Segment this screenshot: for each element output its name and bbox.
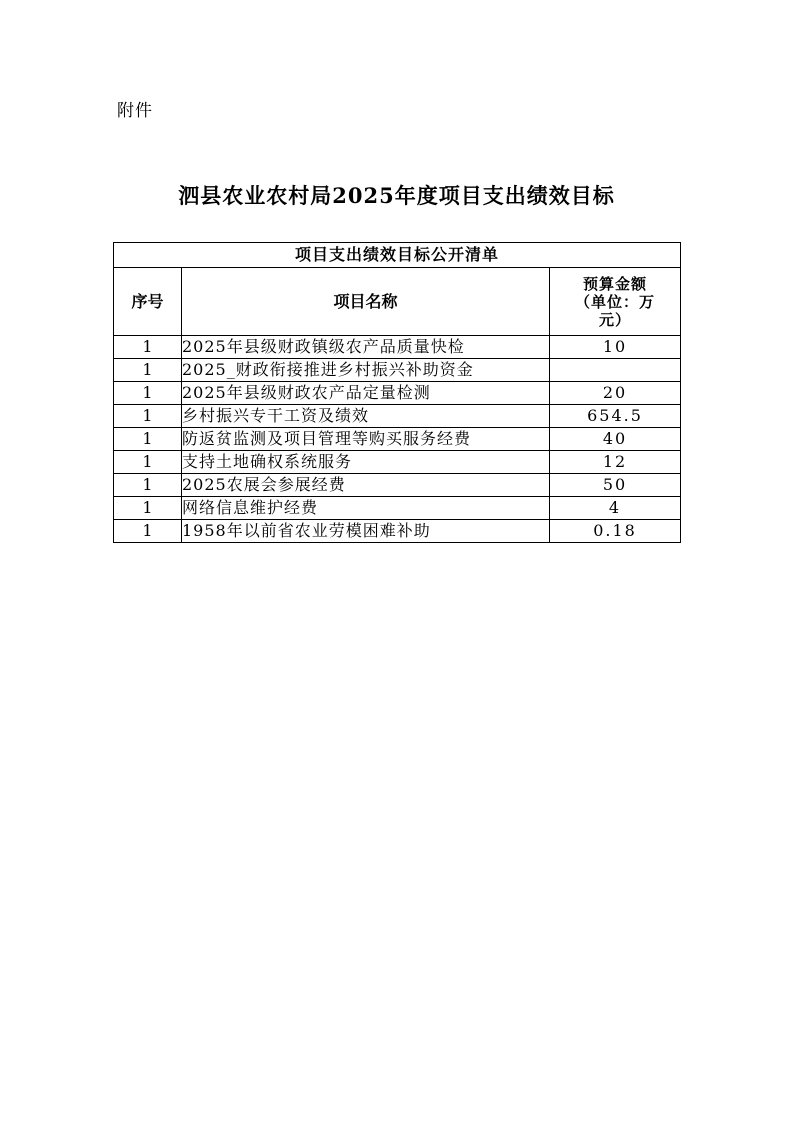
table-row <box>114 428 681 451</box>
header-amount-line3: 元） <box>599 310 632 329</box>
row-seq: 1 <box>114 497 182 520</box>
row-amount: 20 <box>550 382 681 405</box>
header-amount-line1: 预算金额 <box>583 274 648 293</box>
row-amount: 12 <box>550 451 681 474</box>
header-name: 项目名称 <box>182 268 550 336</box>
row-name: 2025农展会参展经费 <box>182 474 550 497</box>
budget-table-body <box>114 243 681 543</box>
row-seq: 1 <box>114 428 182 451</box>
row-amount: 10 <box>550 336 681 359</box>
table-row <box>114 359 681 382</box>
row-name: 支持土地确权系统服务 <box>182 451 550 474</box>
row-amount: 50 <box>550 474 681 497</box>
table-row <box>114 474 681 497</box>
table-row <box>114 382 681 405</box>
row-seq: 1 <box>114 405 182 428</box>
table-header-row <box>114 268 681 336</box>
header-amount <box>550 268 681 336</box>
table-row <box>114 336 681 359</box>
row-seq: 1 <box>114 336 182 359</box>
row-seq: 1 <box>114 520 182 543</box>
row-seq: 1 <box>114 382 182 405</box>
budget-table <box>113 242 681 543</box>
header-seq: 序号 <box>114 268 182 336</box>
table-caption: 项目支出绩效目标公开清单 <box>114 243 681 268</box>
row-amount: 40 <box>550 428 681 451</box>
row-name: 2025年县级财政镇级农产品质量快检 <box>182 336 550 359</box>
attachment-label: 附件 <box>117 101 153 121</box>
document-title: 泗县农业农村局2025年度项目支出绩效目标 <box>178 183 615 208</box>
row-amount: 0.18 <box>550 520 681 543</box>
table-row <box>114 451 681 474</box>
header-amount-line2: （单位：万 <box>575 292 656 311</box>
row-name: 2025年县级财政农产品定量检测 <box>182 382 550 405</box>
row-name: 网络信息维护经费 <box>182 497 550 520</box>
row-seq: 1 <box>114 359 182 382</box>
row-name: 乡村振兴专干工资及绩效 <box>182 405 550 428</box>
row-seq: 1 <box>114 451 182 474</box>
row-amount: 4 <box>550 497 681 520</box>
table-row <box>114 497 681 520</box>
row-name: 防返贫监测及项目管理等购买服务经费 <box>182 428 550 451</box>
row-amount: 654.5 <box>550 405 681 428</box>
table-caption-row <box>114 243 681 268</box>
table-row <box>114 405 681 428</box>
row-name: 1958年以前省农业劳模困难补助 <box>182 520 550 543</box>
table-row <box>114 520 681 543</box>
row-amount <box>550 359 681 382</box>
row-name: 2025_财政衔接推进乡村振兴补助资金 <box>182 359 550 382</box>
row-seq: 1 <box>114 474 182 497</box>
